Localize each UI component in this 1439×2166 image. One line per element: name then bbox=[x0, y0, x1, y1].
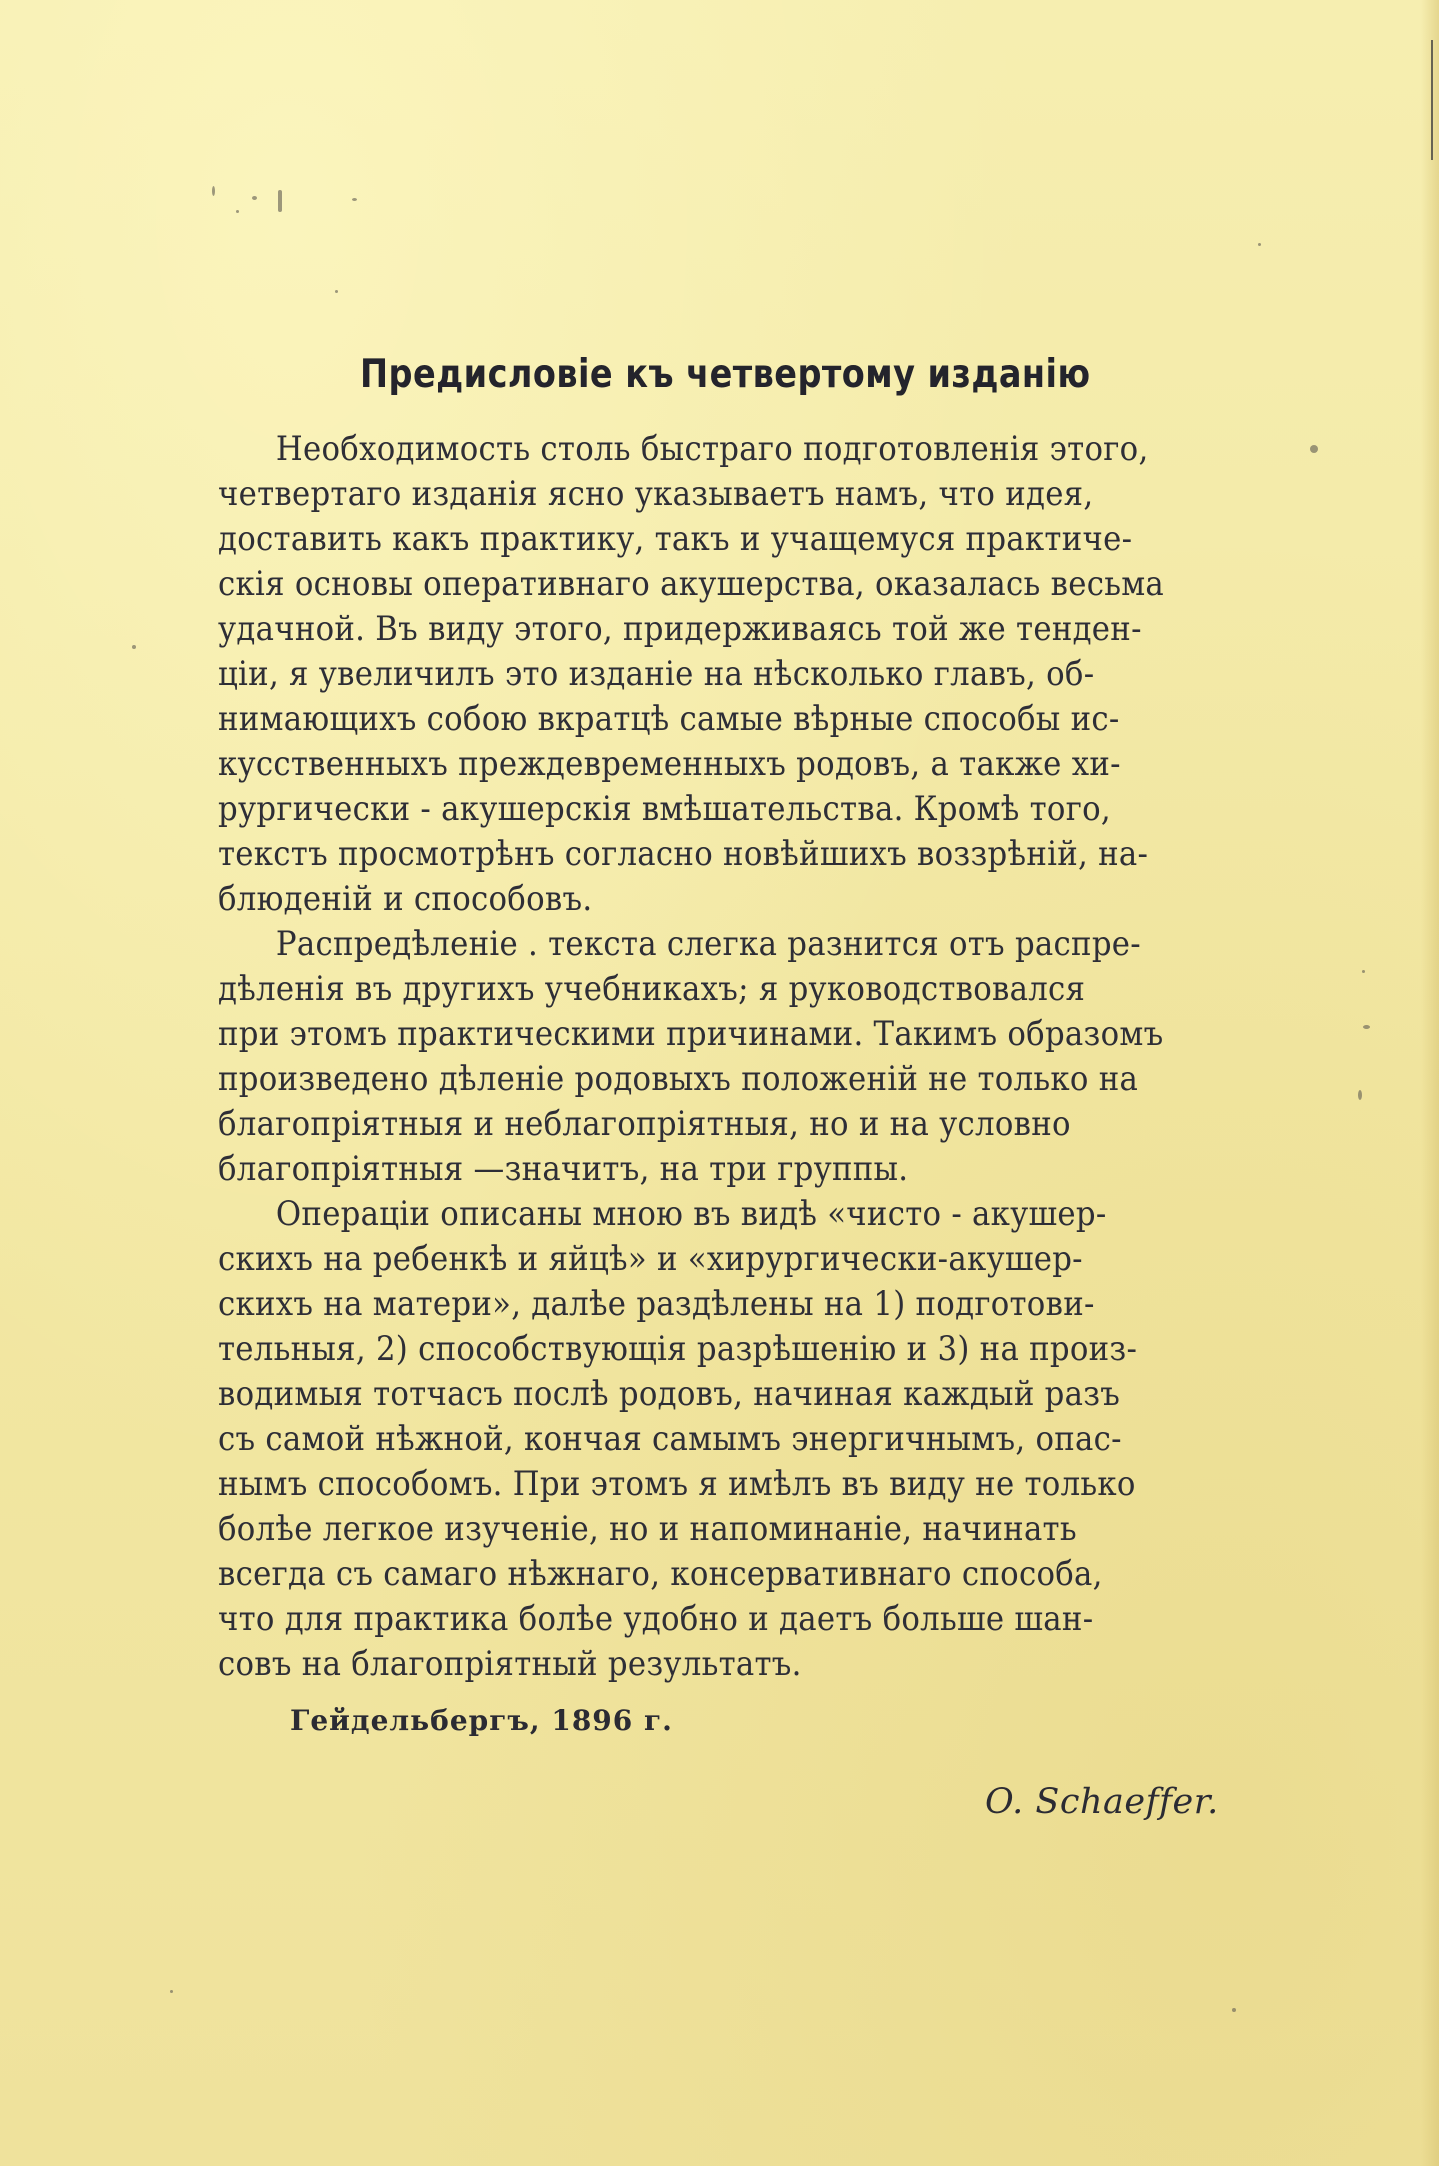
text-line: Распредѣленіе . текста слегка разнится отъ распре- bbox=[275, 924, 1141, 964]
preface-title: Предисловіе къ четвертому изданію bbox=[360, 352, 1091, 397]
text-line: водимыя тотчасъ послѣ родовъ, начиная каждый разъ bbox=[218, 1374, 1121, 1414]
text-line: совъ на благопріятный результатъ. bbox=[218, 1644, 802, 1684]
ink-speck bbox=[1232, 2008, 1236, 2012]
text-line: что для практика болѣе удобно и даетъ больше шан- bbox=[218, 1599, 1094, 1639]
ink-speck bbox=[132, 645, 136, 649]
text-line: благопріятныя —значитъ, на три группы. bbox=[218, 1149, 909, 1189]
text-line: четвертаго изданія ясно указываетъ намъ, что идея, bbox=[218, 474, 1094, 514]
ink-speck bbox=[278, 190, 282, 212]
text-line: ціи, я увеличилъ это изданіе на нѣсколько главъ, об- bbox=[218, 654, 1095, 694]
author-signature: O. Schaeffer. bbox=[985, 1782, 1219, 1822]
text-line: скія основы оперативнаго акушерства, оказалась весьма bbox=[218, 564, 1165, 604]
text-line: скихъ на матери», далѣе раздѣлены на 1) подготови- bbox=[218, 1284, 1095, 1324]
ink-speck bbox=[252, 196, 257, 200]
text-line: скихъ на ребенкѣ и яйцѣ» и «хирургически-акушер- bbox=[218, 1239, 1083, 1279]
text-line: болѣе легкое изученіе, но и напоминаніе, начинать bbox=[218, 1509, 1077, 1549]
ink-speck bbox=[1358, 1090, 1362, 1100]
ink-speck bbox=[1363, 1025, 1370, 1029]
text-line: дѣленія въ другихъ учебникахъ; я руководствовался bbox=[218, 969, 1086, 1009]
text-line: рургически - акушерскія вмѣшательства. Кромѣ того, bbox=[218, 789, 1111, 829]
text-line: Необходимость столь быстраго подготовленія этого, bbox=[275, 429, 1149, 469]
ink-speck bbox=[236, 210, 239, 213]
text-line: нимающихъ собою вкратцѣ самые вѣрные способы ис- bbox=[218, 699, 1120, 739]
ink-speck bbox=[1362, 970, 1365, 973]
text-line: при этомъ практическими причинами. Такимъ образомъ bbox=[218, 1014, 1164, 1054]
preface-body bbox=[218, 427, 1318, 1687]
text-line: текстъ просмотрѣнъ согласно новѣйшихъ воззрѣній, на- bbox=[218, 834, 1149, 874]
text-line: тельныя, 2) способствующія разрѣшенію и 3) на произ- bbox=[218, 1329, 1138, 1369]
text-line: благопріятныя и неблагопріятныя, но и на условно bbox=[218, 1104, 1071, 1144]
ink-speck bbox=[1258, 243, 1261, 246]
text-line: произведено дѣленіе родовыхъ положеній не только на bbox=[218, 1059, 1139, 1099]
page-edge-mark bbox=[1431, 40, 1433, 160]
text-line: доставить какъ практику, такъ и учащемуся практиче- bbox=[218, 519, 1133, 559]
text-line: кусственныхъ преждевременныхъ родовъ, а также хи- bbox=[218, 744, 1121, 784]
text-line: нымъ способомъ. При этомъ я имѣлъ въ виду не только bbox=[218, 1464, 1136, 1504]
ink-speck bbox=[170, 1990, 173, 1993]
text-line: съ самой нѣжной, кончая самымъ энергичнымъ, опас- bbox=[218, 1419, 1122, 1459]
text-line: всегда съ самаго нѣжнаго, консервативнаго способа, bbox=[218, 1554, 1103, 1594]
ink-speck bbox=[335, 290, 338, 293]
place-date: Гейдельбергъ, 1896 г. bbox=[290, 1704, 673, 1737]
text-line: блюденій и способовъ. bbox=[218, 879, 593, 919]
text-line: удачной. Въ виду этого, придерживаясь той же тенден- bbox=[218, 609, 1142, 649]
page-edge-shadow bbox=[1421, 0, 1439, 2166]
ink-speck bbox=[212, 186, 215, 196]
ink-speck bbox=[352, 198, 357, 201]
text-line: Операціи описаны мною въ видѣ «чисто - акушер- bbox=[275, 1194, 1107, 1234]
